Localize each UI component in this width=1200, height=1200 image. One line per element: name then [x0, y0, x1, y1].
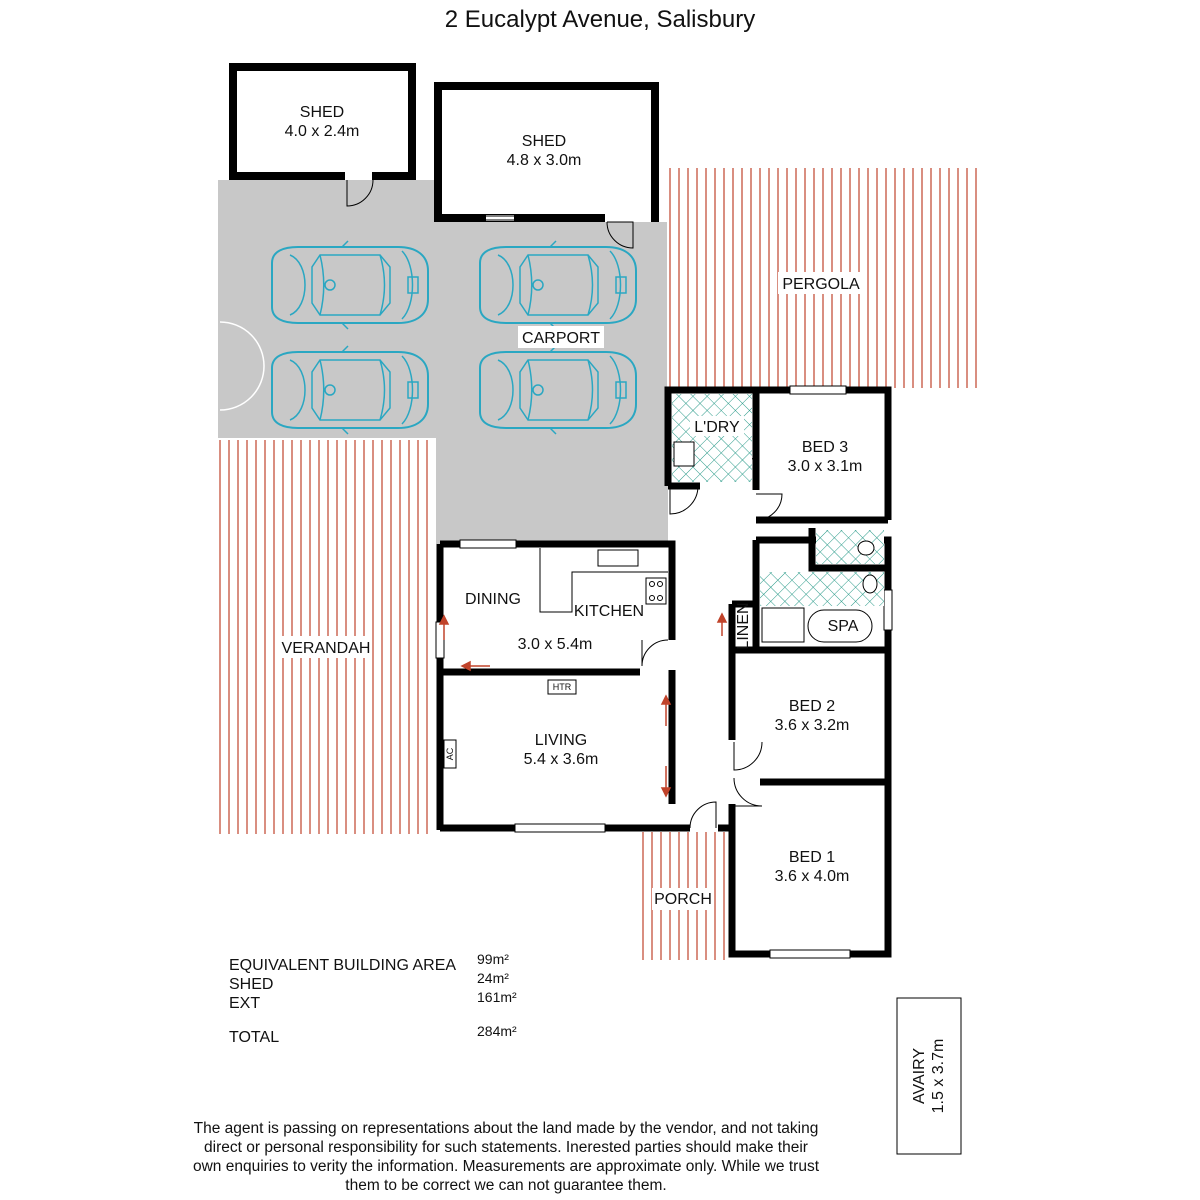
kitchen-label: KITCHEN: [573, 603, 645, 620]
spa-label: SPA: [827, 618, 859, 635]
disclaimer-text: The agent is passing on representations about the land made by the vendor, and not taking direct or personal responsibility for such statements. Inerested parties should make their own enquiries to verity the information. Measurements are approximate only. While we trust them to be correct we can not guarantee them.: [192, 1120, 820, 1194]
aircon-label: AC: [445, 747, 455, 761]
bed3-name: BED 3: [801, 439, 849, 456]
total-area-value: 284m²: [477, 1023, 517, 1039]
bed1-size: 3.6 x 4.0m: [774, 868, 850, 885]
ext-area-value: 161m²: [477, 989, 517, 1005]
pergola-label: PERGOLA: [782, 276, 860, 293]
shed-right-name: SHED: [521, 133, 567, 150]
bed1-name: BED 1: [788, 849, 836, 866]
bed3-size: 3.0 x 3.1m: [787, 458, 863, 475]
building-area-value: 99m²: [477, 951, 509, 967]
laundry-floor: [672, 394, 752, 482]
carport-slab-left: [218, 180, 436, 438]
dining-kitchen-size: 3.0 x 5.4m: [517, 636, 593, 653]
aviary-size: 1.5 x 3.7m: [930, 1038, 947, 1114]
shed-area-value: 24m²: [477, 970, 509, 986]
bed2-name: BED 2: [788, 698, 836, 715]
aviary-outline: [897, 998, 961, 1154]
shower-icon: [762, 608, 804, 642]
aviary-name: AVAIRY: [911, 1047, 928, 1105]
laundry-label: L'DRY: [694, 419, 740, 436]
living-name: LIVING: [534, 732, 588, 749]
bed2-size: 3.6 x 3.2m: [774, 717, 850, 734]
ext-area-label: EXT: [229, 995, 261, 1012]
laundry-tub: [674, 442, 694, 466]
shed-right-size: 4.8 x 3.0m: [506, 152, 582, 169]
carport-slab-right: [436, 222, 668, 544]
shed-area-label: SHED: [229, 976, 274, 993]
total-area-label: TOTAL: [229, 1029, 280, 1046]
shed-left-size: 4.0 x 2.4m: [284, 123, 360, 140]
heater-label: HTR: [552, 682, 572, 692]
building-area-label: EQUIVALENT BUILDING AREA: [229, 957, 457, 974]
verandah-label: VERANDAH: [281, 640, 371, 657]
dining-label: DINING: [465, 591, 521, 608]
living-size: 5.4 x 3.6m: [523, 751, 599, 768]
porch-label: PORCH: [654, 891, 712, 908]
toilet-icon: [858, 541, 874, 555]
basin-icon: [863, 575, 877, 593]
carport-label: CARPORT: [522, 330, 600, 347]
linen-label: LINEN: [735, 602, 752, 650]
page-title: 2 Eucalypt Avenue, Salisbury: [444, 6, 756, 33]
shed-left-name: SHED: [299, 104, 345, 121]
